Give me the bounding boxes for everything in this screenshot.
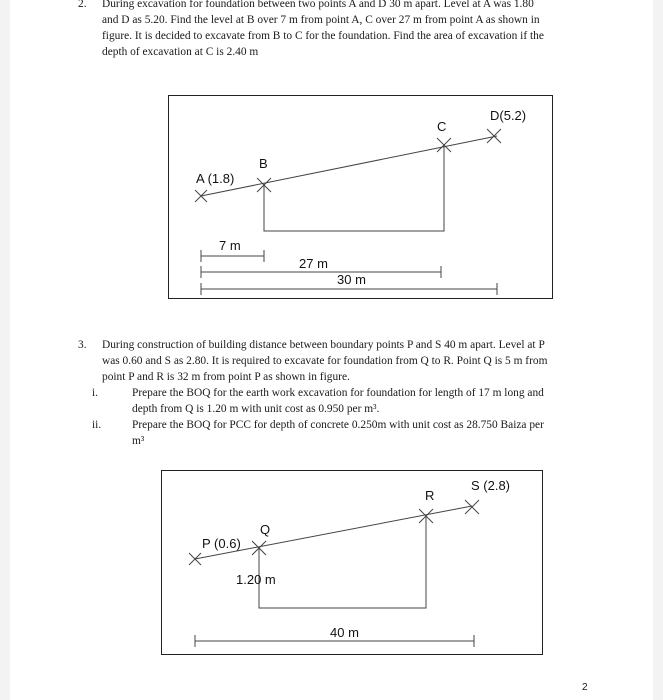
- question-3-line-1: During construction of building distance between boundary points P and S 40 m apart. Level at P: [102, 339, 545, 351]
- figure-1: [168, 95, 553, 299]
- sub-ii-line-1: Prepare the BOQ for PCC for depth of concrete 0.250m with unit cost as 28.750 Baiza per: [132, 419, 544, 431]
- question-3-number: 3.: [78, 339, 87, 351]
- sub-i-line-2: depth from Q is 1.20 m with unit cost as 0.950 per m³.: [132, 403, 380, 415]
- question-2-line-3: figure. It is decided to excavate from B to C for the foundation. Find the area of excavation if the: [102, 30, 544, 42]
- question-2-line-2: and D as 5.20. Find the level at B over 7 m from point A, C over 27 m from point A as shown in: [102, 14, 540, 26]
- sub-i-line-1: Prepare the BOQ for the earth work excavation for foundation for length of 17 m long and: [132, 387, 544, 399]
- label-dim-30m: 30 m: [337, 272, 366, 287]
- ground-line-a-d: [201, 136, 497, 196]
- label-d: D(5.2): [490, 108, 527, 123]
- question-3: [78, 337, 638, 387]
- marker-p: [189, 553, 201, 565]
- label-s: S (2.8): [471, 478, 511, 493]
- sub-i-number: i.: [92, 387, 99, 399]
- label-dim-40m: 40 m: [330, 625, 359, 640]
- question-2-number: 2.: [78, 0, 87, 10]
- figure-2-drawing: [162, 471, 542, 654]
- label-a: A (1.8): [196, 171, 235, 186]
- label-p: P (0.6): [202, 536, 241, 551]
- question-2-line-1: During excavation for foundation between two points A and D 30 m apart. Level at A was 1.80: [102, 0, 534, 10]
- excavation-outline-2: [259, 516, 426, 608]
- question-3-line-3: point P and R is 32 m from point P as shown in figure.: [102, 371, 350, 383]
- excavation-outline: [264, 145, 444, 231]
- figure-2: [161, 470, 543, 655]
- label-dim-depth: 1.20 m: [236, 572, 276, 587]
- label-dim-27m: 27 m: [299, 256, 328, 271]
- label-c: C: [437, 119, 447, 134]
- sub-ii-line-2: m³: [132, 435, 145, 447]
- ground-line-p-s: [195, 506, 472, 559]
- question-2-line-4: depth of excavation at C is 2.40 m: [102, 46, 259, 58]
- marker-a: [195, 190, 207, 202]
- question-2: [78, 0, 638, 62]
- marker-d: [487, 129, 501, 143]
- page-number: 2: [582, 682, 588, 693]
- question-3-sub-ii: [92, 417, 632, 451]
- label-q: Q: [260, 522, 271, 537]
- label-dim-7m: 7 m: [219, 238, 241, 253]
- label-r: R: [425, 488, 435, 503]
- question-3-sub-i: [92, 385, 632, 417]
- document-page: [10, 0, 653, 700]
- question-3-line-2: was 0.60 and S as 2.80. It is required to excavate for foundation from Q to R. Point Q is 5 m from: [102, 355, 548, 367]
- label-b: B: [259, 156, 268, 171]
- sub-ii-number: ii.: [92, 419, 102, 431]
- figure-1-drawing: [169, 96, 552, 298]
